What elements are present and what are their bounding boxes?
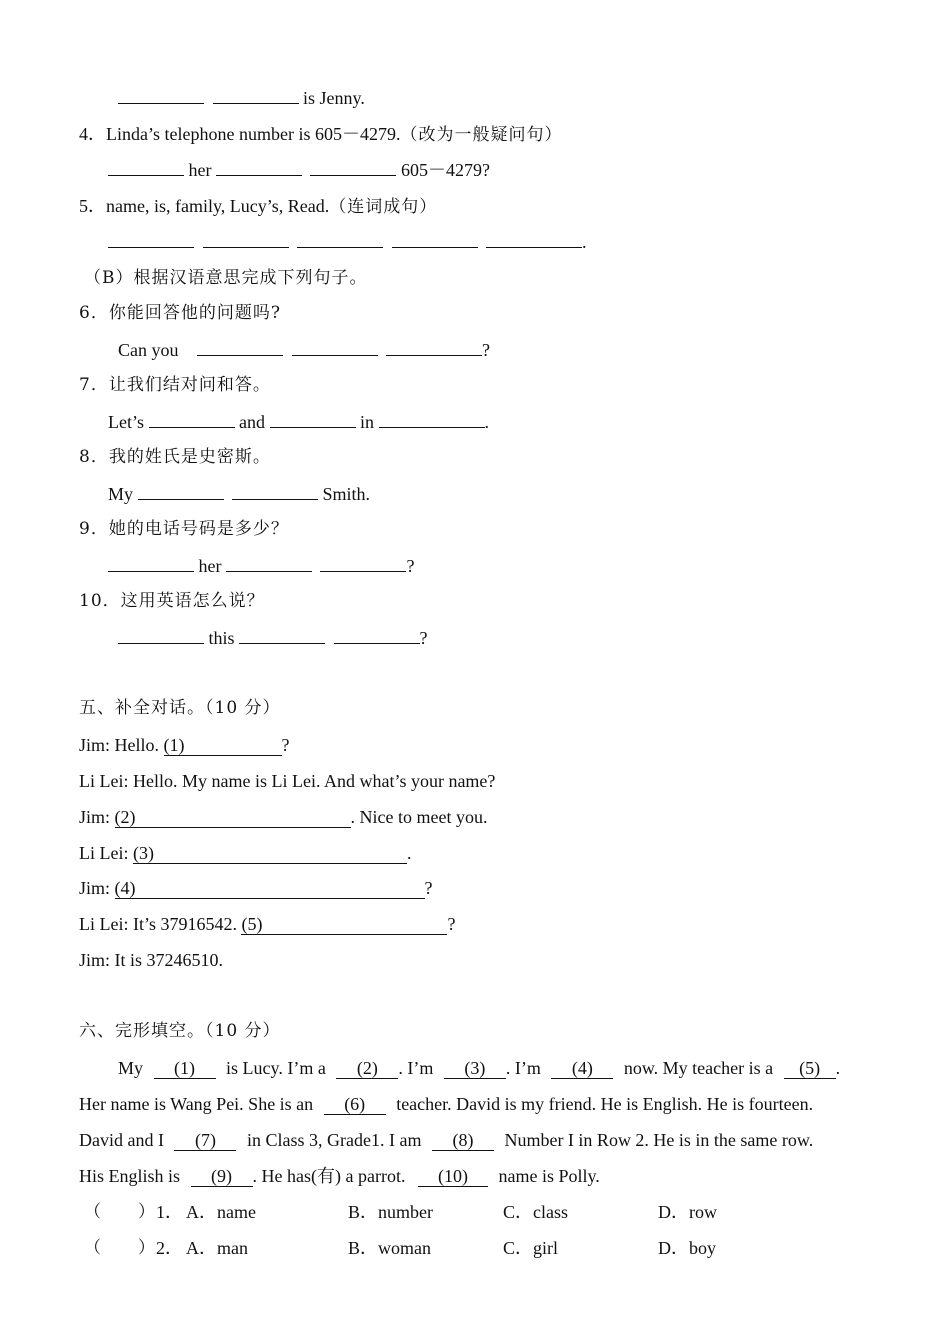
cloze-blank-6[interactable] <box>324 1094 386 1115</box>
cloze-text: Number I in Row 2. He is in the same row. <box>504 1130 814 1150</box>
blank-number: (6) <box>344 1094 366 1114</box>
answer-text: Let’s <box>108 412 144 432</box>
cloze-text: His English is <box>79 1166 181 1186</box>
dialogue-line-4 <box>79 842 411 864</box>
blank-number: (9) <box>211 1166 233 1186</box>
question-7: 7．让我们结对问和答。 <box>79 375 271 395</box>
answer-text: My <box>108 484 134 504</box>
answer-blank[interactable] <box>334 627 420 644</box>
answer-paren[interactable]: （ ） <box>84 1202 156 1222</box>
cloze-blank-7[interactable] <box>174 1130 236 1151</box>
blank-number: (1) <box>163 735 185 755</box>
question-text: 4．Linda’s telephone number is 605－4279. <box>79 124 401 144</box>
answer-blank[interactable] <box>213 87 299 104</box>
q7-answer-line <box>108 411 489 433</box>
question-10: 10．这用英语怎么说？ <box>79 591 265 611</box>
cloze-blank-5[interactable] <box>784 1058 836 1079</box>
answer-text: in <box>360 412 375 432</box>
q4-answer-line <box>108 159 490 181</box>
cloze-paragraph-line-2 <box>79 1093 813 1115</box>
option-a[interactable]: A．man <box>186 1238 248 1258</box>
q3-answer-line <box>118 87 365 109</box>
option-b[interactable]: B．woman <box>348 1238 431 1258</box>
answer-text: 605－4279? <box>400 160 490 180</box>
dialogue-blank-1[interactable] <box>164 735 282 756</box>
dialogue-line-7: Jim: It is 37246510. <box>79 950 224 970</box>
option-c[interactable]: C．class <box>503 1202 568 1222</box>
cloze-text: teacher. David is my friend. He is English. He is fourteen. <box>396 1094 814 1114</box>
answer-text: this <box>208 628 235 648</box>
option-row-1 <box>0 1201 950 1223</box>
answer-text: ? <box>406 556 415 576</box>
answer-paren[interactable]: （ ） <box>84 1238 156 1258</box>
dialogue-text: Jim: <box>79 878 111 898</box>
blank-number: (8) <box>452 1130 474 1150</box>
question-8: 8．我的姓氏是史密斯。 <box>79 447 271 467</box>
dialogue-line-2: Li Lei: Hello. My name is Li Lei. And what’s your name? <box>79 771 496 791</box>
answer-blank[interactable] <box>203 231 289 248</box>
answer-blank[interactable] <box>292 339 378 356</box>
cloze-blank-1[interactable] <box>154 1058 216 1079</box>
cloze-paragraph-line-1 <box>118 1057 840 1079</box>
answer-blank[interactable] <box>379 411 485 428</box>
option-a[interactable]: A．name <box>186 1202 256 1222</box>
cloze-paragraph-line-3 <box>79 1129 813 1151</box>
blank-number: (5) <box>799 1058 821 1078</box>
answer-text: Can you <box>118 340 179 360</box>
answer-blank[interactable] <box>216 159 302 176</box>
blank-number: (4) <box>571 1058 593 1078</box>
answer-blank[interactable] <box>108 159 184 176</box>
cloze-blank-9[interactable] <box>191 1166 253 1187</box>
option-c[interactable]: C．girl <box>503 1238 559 1258</box>
cloze-text: . <box>835 1058 841 1078</box>
cloze-blank-8[interactable] <box>432 1130 494 1151</box>
answer-text: ? <box>482 340 490 360</box>
question-text: 5．name, is, family, Lucy’s, Read. <box>79 196 330 216</box>
blank-number: (7) <box>194 1130 216 1150</box>
q10-answer-line <box>118 627 428 649</box>
option-b[interactable]: B．number <box>348 1202 433 1222</box>
answer-blank[interactable] <box>486 231 582 248</box>
dialogue-blank-5[interactable] <box>241 914 447 935</box>
dialogue-text: ? <box>447 914 456 934</box>
answer-blank[interactable] <box>138 483 224 500</box>
dialogue-line-3 <box>79 806 487 828</box>
dialogue-text: . Nice to meet you. <box>350 807 488 827</box>
dialogue-blank-3[interactable] <box>133 843 407 864</box>
answer-blank[interactable] <box>239 627 325 644</box>
blank-number: (4) <box>114 878 136 898</box>
answer-blank[interactable] <box>108 231 194 248</box>
dialogue-text: ? <box>281 735 290 755</box>
cloze-text: name is Polly. <box>498 1166 600 1186</box>
cloze-text: . He has(有) a parrot. <box>252 1166 406 1186</box>
option-number: 1． <box>156 1202 183 1222</box>
answer-text: . <box>484 412 490 432</box>
blank-number: (2) <box>114 807 136 827</box>
answer-blank[interactable] <box>108 555 194 572</box>
cloze-text: My <box>118 1058 144 1078</box>
section-b-heading: （B）根据汉语意思完成下列句子。 <box>84 268 368 288</box>
cloze-text: David and I <box>79 1130 164 1150</box>
dialogue-text: . <box>406 843 412 863</box>
dialogue-text: Li Lei: <box>79 843 129 863</box>
cloze-text: . I’m <box>505 1058 541 1078</box>
answer-blank[interactable] <box>232 483 318 500</box>
blank-number: (10) <box>437 1166 468 1186</box>
answer-text: ? <box>419 628 428 648</box>
dialogue-text: Jim: Hello. <box>79 735 159 755</box>
answer-blank[interactable] <box>197 339 283 356</box>
answer-blank[interactable] <box>297 231 383 248</box>
question-4 <box>79 123 562 146</box>
cloze-text: . I’m <box>398 1058 434 1078</box>
cloze-blank-3[interactable] <box>444 1058 506 1079</box>
cloze-blank-10[interactable] <box>418 1166 488 1187</box>
answer-blank[interactable] <box>270 411 356 428</box>
cloze-text: Her name is Wang Pei. She is an <box>79 1094 314 1114</box>
dialogue-text: Li Lei: It’s 37916542. <box>79 914 237 934</box>
answer-text: is Jenny. <box>303 88 365 108</box>
answer-blank[interactable] <box>226 555 312 572</box>
question-6: 6．你能回答他的问题吗? <box>79 303 281 323</box>
answer-blank[interactable] <box>386 339 482 356</box>
option-row-2 <box>0 1237 950 1259</box>
option-d[interactable]: D．boy <box>658 1238 716 1258</box>
question-9: 9．她的电话号码是多少？ <box>79 519 289 539</box>
cloze-text: now. My teacher is a <box>623 1058 774 1078</box>
blank-number: (1) <box>174 1058 196 1078</box>
blank-number: (3) <box>132 843 154 863</box>
dialogue-line-1 <box>79 734 290 756</box>
cloze-text: is Lucy. I’m a <box>226 1058 326 1078</box>
dialogue-text: Jim: <box>79 807 111 827</box>
section-5-heading: 五、补全对话。（10 分） <box>79 698 281 718</box>
answer-blank[interactable] <box>310 159 396 176</box>
blank-number: (2) <box>356 1058 378 1078</box>
cloze-blank-2[interactable] <box>336 1058 398 1079</box>
q8-answer-line <box>108 483 370 505</box>
answer-text: and <box>239 412 265 432</box>
dialogue-line-5 <box>79 877 433 899</box>
answer-text: her <box>188 160 212 180</box>
blank-number: (3) <box>464 1058 486 1078</box>
option-d[interactable]: D．row <box>658 1202 717 1222</box>
answer-blank[interactable] <box>320 555 406 572</box>
answer-text: Smith. <box>322 484 371 504</box>
option-number: 2． <box>156 1238 183 1258</box>
question-instruction: （改为一般疑问句） <box>400 125 563 145</box>
cloze-paragraph-line-4 <box>79 1165 600 1187</box>
question-5 <box>79 195 437 218</box>
q6-answer-line <box>118 339 490 361</box>
dialogue-blank-4[interactable] <box>115 878 425 899</box>
answer-text: her <box>198 556 222 576</box>
cloze-text: in Class 3, Grade1. I am <box>246 1130 422 1150</box>
question-instruction: （连词成句） <box>329 197 438 217</box>
dialogue-line-6 <box>79 913 455 935</box>
dialogue-blank-2[interactable] <box>115 807 351 828</box>
q5-answer-line <box>108 231 587 253</box>
answer-blank[interactable] <box>149 411 235 428</box>
cloze-blank-4[interactable] <box>551 1058 613 1079</box>
q9-answer-line <box>108 555 414 577</box>
answer-blank[interactable] <box>392 231 478 248</box>
answer-blank[interactable] <box>118 627 204 644</box>
section-6-heading: 六、完形填空。（10 分） <box>79 1021 281 1041</box>
answer-blank[interactable] <box>118 87 204 104</box>
dialogue-text: ? <box>424 878 433 898</box>
blank-number: (5) <box>241 914 263 934</box>
answer-text: . <box>582 232 587 252</box>
